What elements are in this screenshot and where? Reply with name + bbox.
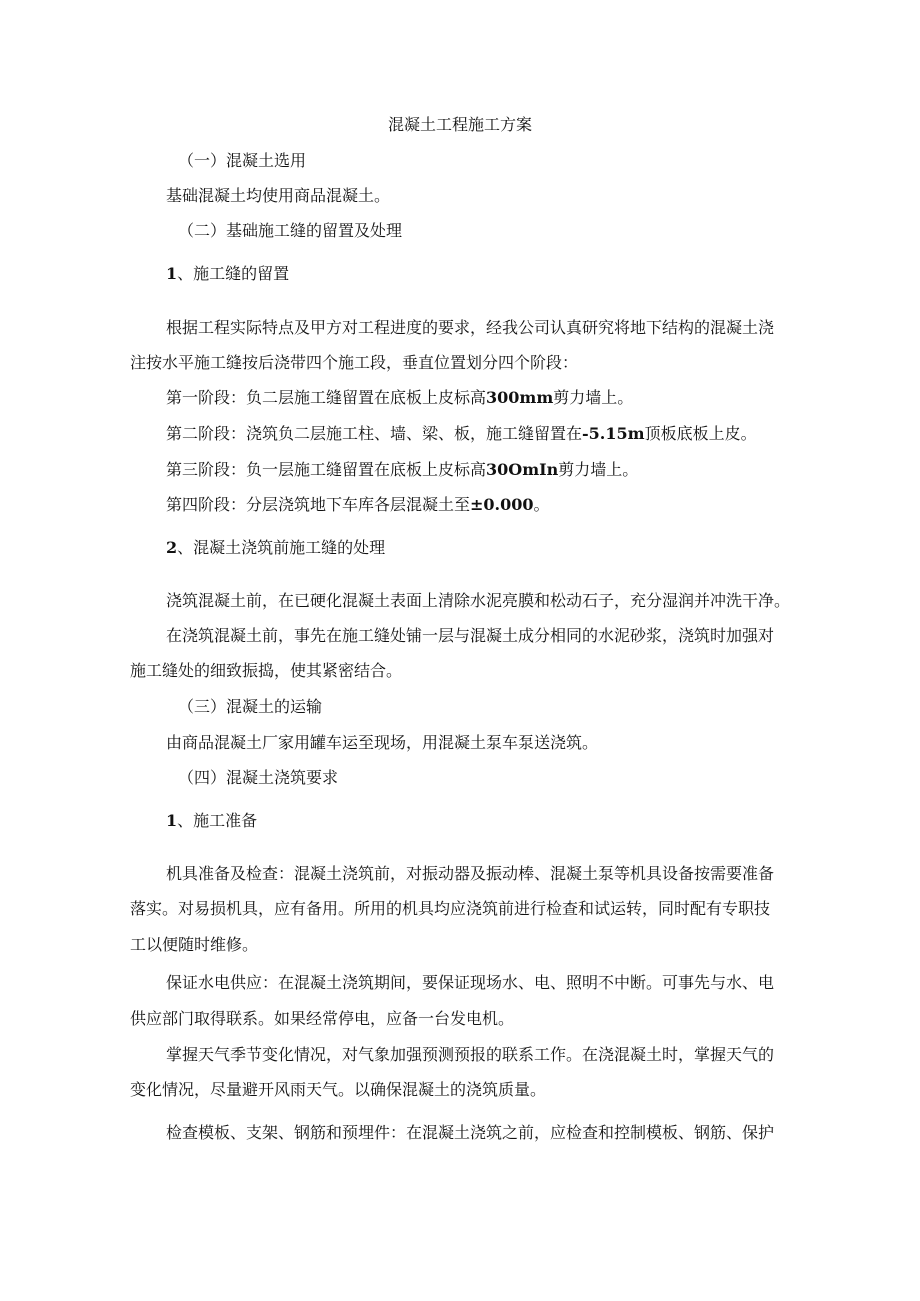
paragraph-line: 掌握天气季节变化情况，对气象加强预测预报的联系工作。在浇混凝土时，掌握天气的	[166, 1045, 775, 1064]
document-title: 混凝土工程施工方案	[387, 115, 532, 134]
subheading-number: 2	[166, 538, 178, 557]
paragraph-line: 保证水电供应：在混凝土浇筑期间，要保证现场水、电、照明不中断。可事先与水、电	[166, 973, 775, 992]
paragraph-line: 检查模板、支架、钢筋和预埋件：在混凝土浇筑之前，应检查和控制模板、钢筋、保护	[166, 1123, 775, 1142]
stage-value: 30OmIn	[486, 460, 559, 479]
subheading-preparation	[166, 810, 257, 832]
subheading-number: 1	[166, 264, 178, 283]
stage-text: 第二阶段：浇筑负二层施工柱、墙、梁、板，施工缝留置在	[166, 424, 583, 443]
paragraph-concrete-selection: 基础混凝土均使用商品混凝土。	[166, 186, 391, 205]
stage-text: 剪力墙上。	[553, 388, 634, 407]
subheading-joint-placement	[166, 263, 289, 285]
paragraph-transport: 由商品混凝土厂家用罐车运至现场，用混凝土泵车泵送浇筑。	[166, 733, 599, 752]
section-heading-3: （三）混凝土的运输	[178, 697, 323, 716]
section-heading-2: （二）基础施工缝的留置及处理	[178, 221, 403, 240]
paragraph-line: 根据工程实际特点及甲方对工程进度的要求，经我公司认真研究将地下结构的混凝土浇	[166, 318, 775, 337]
subheading-label: 、施工准备	[177, 811, 258, 830]
stage-3-line	[166, 459, 638, 481]
paragraph-line: 落实。对易损机具，应有备用。所用的机具均应浇筑前进行检查和试运转，同时配有专职技	[130, 899, 771, 918]
paragraph-line: 在浇筑混凝土前，事先在施工缝处铺一层与混凝土成分相同的水泥砂浆，浇筑时加强对	[166, 626, 775, 645]
stage-value: 300mm	[486, 388, 554, 407]
stage-value: ±0.000	[470, 495, 534, 514]
subheading-label: 、施工缝的留置	[177, 264, 290, 283]
subheading-number: 1	[166, 811, 178, 830]
stage-4-line	[166, 494, 550, 516]
section-heading-1: （一）混凝土选用	[178, 151, 307, 170]
paragraph-line: 浇筑混凝土前，在已硬化混凝土表面上清除水泥亮膜和松动石子，充分湿润并冲洗干净。	[166, 591, 791, 610]
subheading-label: 、混凝土浇筑前施工缝的处理	[177, 538, 386, 557]
stage-1-line	[166, 387, 633, 409]
stage-text: 。	[533, 495, 550, 514]
section-heading-4: （四）混凝土浇筑要求	[178, 768, 339, 787]
stage-2-line	[166, 423, 757, 445]
stage-text: 第三阶段：负一层施工缝留置在底板上皮标高	[166, 460, 487, 479]
paragraph-line: 变化情况，尽量避开风雨天气。以确保混凝土的浇筑质量。	[130, 1080, 547, 1099]
paragraph-line: 工以便随时维修。	[130, 935, 259, 954]
stage-text: 第四阶段：分层浇筑地下车库各层混凝土至	[166, 495, 471, 514]
stage-value: -5.15m	[582, 424, 645, 443]
paragraph-line: 注按水平施工缝按后浇带四个施工段，垂直位置划分四个阶段：	[130, 353, 579, 372]
subheading-joint-treatment	[166, 537, 385, 559]
paragraph-line: 机具准备及检查：混凝土浇筑前，对振动器及振动棒、混凝土泵等机具设备按需要准备	[166, 864, 775, 883]
stage-text: 剪力墙上。	[558, 460, 639, 479]
paragraph-line: 施工缝处的细致振捣，使其紧密结合。	[130, 661, 403, 680]
stage-text: 第一阶段：负二层施工缝留置在底板上皮标高	[166, 388, 487, 407]
stage-text: 顶板底板上皮。	[644, 424, 757, 443]
paragraph-line: 供应部门取得联系。如果经常停电，应备一台发电机。	[130, 1009, 515, 1028]
